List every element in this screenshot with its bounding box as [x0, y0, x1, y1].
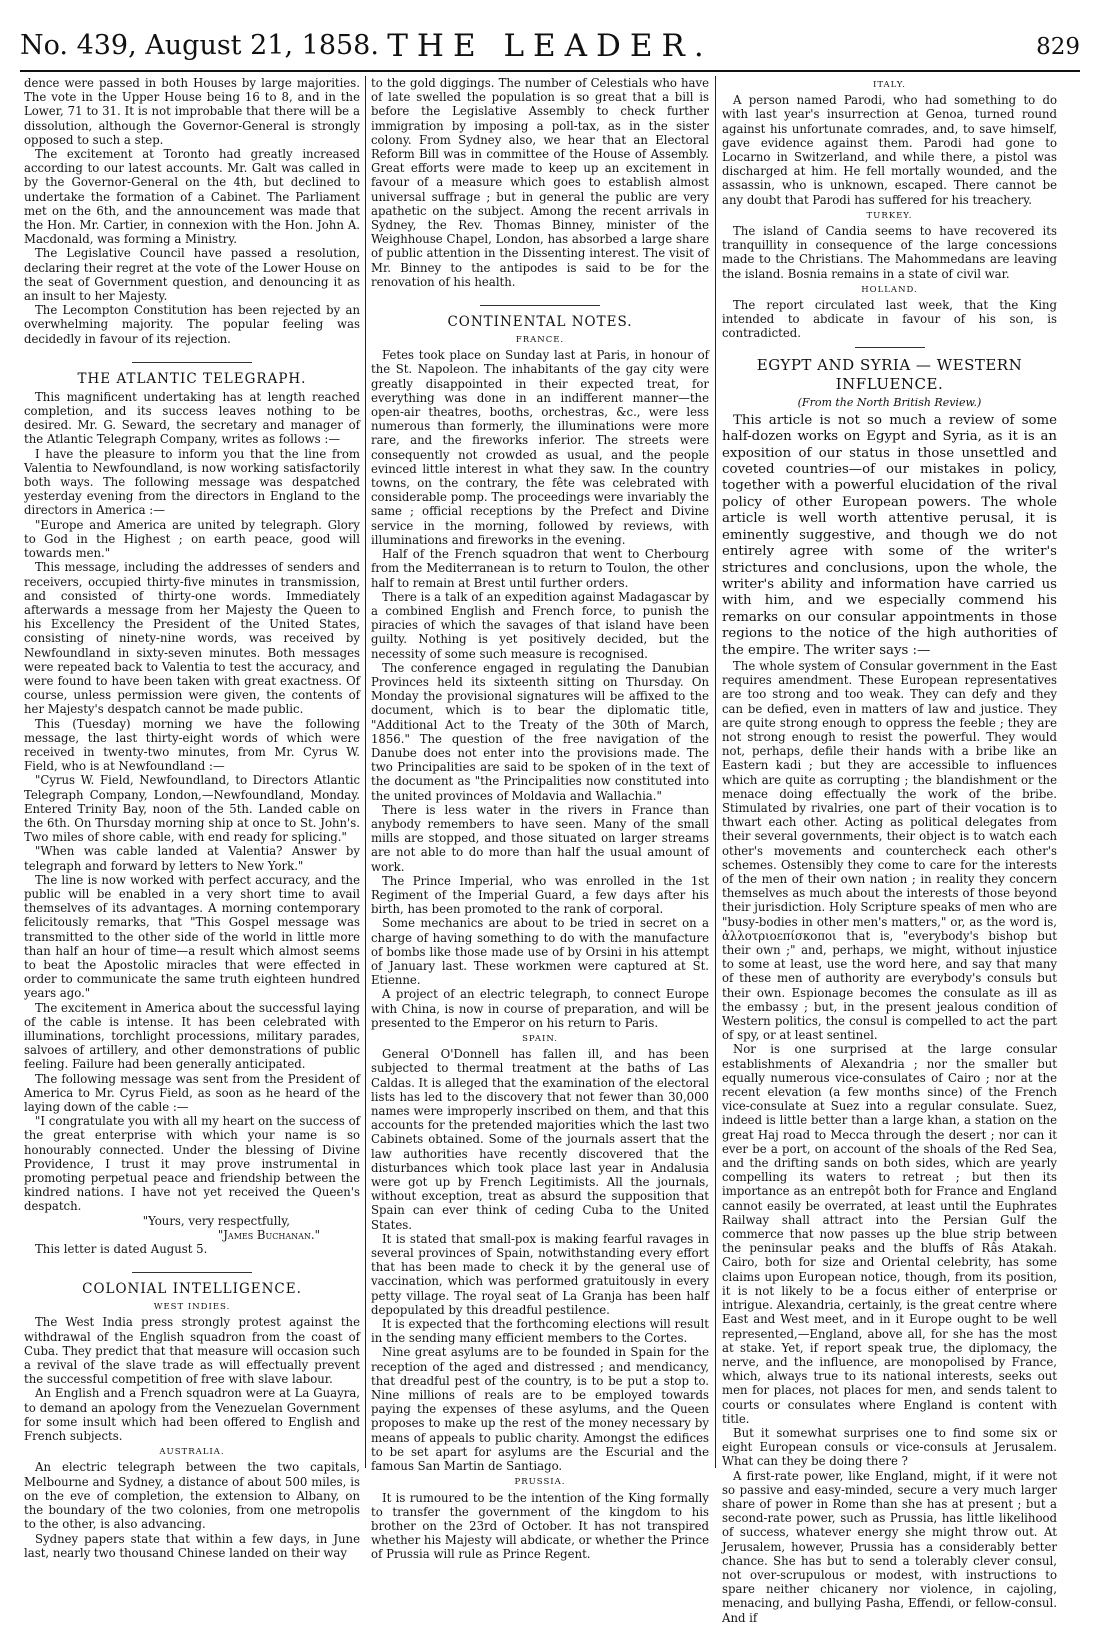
subheading: SPAIN.: [522, 1034, 558, 1044]
paragraph: The West India press strongly protest against the withdrawal of the English squadron from the coast of Cuba. They predict that that measure will occasion such a revival of the slave trade as will effectually prevent the successful competition of free with slave labour.: [24, 1315, 360, 1387]
section-heading: THE ATLANTIC TELEGRAPH.: [77, 370, 307, 387]
paragraph: "I congratulate you with all my heart on the success of the great enterprise with which your name is so honourably connected. Under the blessing of Divine Providence, I trust it may prove instrumental in promoting perpetual peace and friendship between the kindred nations. I have not yet received the Queen's despatch.: [24, 1114, 360, 1214]
paragraph: This letter is dated August 5.: [35, 1242, 208, 1257]
signature-name: "James Buchanan.": [217, 1227, 320, 1242]
page-number: 829: [1036, 34, 1080, 60]
column-rule: [715, 76, 716, 1468]
subheading: TURKEY.: [866, 210, 913, 221]
paragraph: Half of the French squadron that went to Cherbourg from the Mediterranean is to return to Toulon, the other half to remain at Brest until further orders.: [371, 547, 709, 590]
paragraph: "Europe and America are united by telegraph. Glory to God in the Highest ; on earth peace, good will towards men.": [24, 517, 360, 561]
paragraph: The report circulated last week, that the King intended to abdicate in favour of his son, is contradicted.: [722, 298, 1057, 341]
paragraph: The line is now worked with perfect accuracy, and the public will be enabled in a very short time to avail themselves of its advantages. A morning contemporary felicitously remarks, that "This Gospel message was transmitted to the other side of the world in little more than half an hour of time—a result which almost seems to beat the Apostolic miracles that were effected in order to communicate the same truth eighteen hundred years ago.": [24, 872, 360, 1001]
paragraph: General O'Donnell has fallen ill, and has been subjected to thermal treatment at the baths of Las Caldas. It is alleged that the examination of the electoral lists has led to the discovery that not fewer than 30,000 names were improperly inscribed on them, and that this accounts for the pretended majorities which the last two Cabinets obtained. Some of the journals assert that the law authorities have recently discovered that the disturbances which took place last year in Andalusia were got up by French Legitimists. All the journals, without exception, treat as absurd the supposition that Spain can ever think of ceding Cuba to the United States.: [371, 1047, 710, 1232]
paragraph: An English and a French squadron were at La Guayra, to demand an apology from the Venezuelan Government for some insult which had been offered to English and French subjects.: [24, 1386, 360, 1444]
paragraph: This article is not so much a review of some half-dozen works on Egypt and Syria, as it is an exposition of our status in those unsettled and coveted countries—of our mistakes in policy, together with a powerful elucidation of the rival policy of other European powers. The whole article is well worth attentive perusal, it is eminently suggestive, and though we do not entirely agree with some of the writer's strictures and conclusions, upon the whole, the writer's ability and information have carried us with him, and we especially commend his remarks on our consular appointments in those regions to the notice of the high authorities of the empire. The writer says :—: [722, 412, 1057, 658]
subheading: ITALY.: [872, 80, 907, 90]
paragraph: It is stated that small-pox is making fearful ravages in several provinces of Spain, notwithstanding every effort that has been made to check it by the general use of vaccination, which was performed gratuitously in every petty village. The royal seat of La Granja has been half depopulated by this dreadful pestilence.: [371, 1231, 709, 1317]
paragraph: The Legislative Council have passed a resolution, declaring their regret at the vote of the Lower House on the seat of Government question, and denouncing it as an insult to her Majesty.: [24, 246, 360, 304]
paragraph: The island of Candia seems to have recovered its tranquillity in consequence of the large concessions made to the Christians. The Mahommedans are leaving the island. Bosnia remains in a state of civil war.: [722, 224, 1057, 281]
paragraph: to the gold diggings. The number of Celestials who have of late swelled the population is so great that a bill is before the Legislative Assembly to check further immigration by imposing a poll-tax, as in the sister colony. From Sydney also, we hear that an Electoral Reform Bill was in committee of the House of Assembly. Great efforts were made to keep up an excitement in favour of a measure which goes to establish almost universal suffrage ; but in general the public are very apathetic on the subject. Among the recent arrivals in Sydney, the Rev. Thomas Binney, minister of the Weighhouse Chapel, London, has absorbed a large share of public attention in the Dissenting interest. The visit of Mr. Binney to the antipodes is said to be for the renovation of his health.: [371, 76, 709, 289]
signature-closing: "Yours, very respectfully,: [142, 1213, 290, 1228]
section-heading: CONTINENTAL NOTES.: [447, 314, 633, 331]
paragraph: An electric telegraph between the two capitals, Melbourne and Sydney, a distance of about 500 miles, is on the eve of completion, the extension to Albany, on the boundary of the two colonies, from one metropolis to the other, is also advancing.: [24, 1460, 360, 1532]
section-divider: [132, 1272, 252, 1273]
section-heading: COLONIAL INTELLIGENCE.: [82, 1281, 302, 1298]
page-header: [20, 28, 1080, 70]
paragraph: There is a talk of an expedition against Madagascar by a combined English and French force, to punish the piracies of which the savages of that island have been guilty. Nothing is yet positively decided, but the necessity of some such measure is recognised.: [371, 589, 709, 661]
paragraph: Sydney papers state that within a few days, in June last, nearly two thousand Chinese landed on their way: [24, 1531, 360, 1560]
paragraph: But it somewhat surprises one to find some six or eight European consuls or vice-consuls at Jerusalem. What can they be doing there ?: [722, 1425, 1057, 1469]
paragraph: I have the pleasure to inform you that the line from Valentia to Newfoundland, is now working satisfactorily both ways. The following message was despatched yesterday evening from the directors in England to the directors in America :—: [24, 446, 360, 518]
publication-title: THE LEADER.: [387, 28, 713, 64]
header-rule: [20, 70, 1080, 72]
paragraph: A person named Parodi, who had something to do with last year's insurrection at Genoa, turned round against his unfortunate comrades, and, to save himself, gave evidence against them. Parodi had gone to Locarno in Switzerland, and while there, a pistol was discharged at him. He fell mortally wounded, and the assassin, who is unknown, escaped. There cannot be any doubt that Parodi has suffered for his treachery.: [722, 93, 1057, 207]
paragraph: Fetes took place on Sunday last at Paris, in honour of the St. Napoleon. The inhabitants of the gay city were greatly disappointed in their expected treat, for everything was done in an indifferent manner—the open-air theatres, booths, orchestras, &c., were less numerous than formerly, the illuminations were more rare, and the fireworks inferior. The streets were consequently not crowded as usual, and the people evinced little interest in what they saw. In the country towns, on the contrary, the fête was celebrated with considerable pomp. The proceedings were invariably the same ; official receptions by the Prefect and Divine service in the morning, followed by reviews, with illuminations and fireworks in the evening.: [371, 348, 709, 547]
paragraph: It is expected that the forthcoming elections will result in the sending many efficient members to the Cortes.: [371, 1317, 709, 1346]
column-1: [24, 76, 360, 1560]
section-divider: [480, 305, 600, 306]
paragraph: The excitement at Toronto had greatly increased according to our latest accounts. Mr. Galt was called in by the Governor-General on the 4th, but declined to undertake the formation of a Cabinet. The Parliament met on the 6th, and the announcement was made that the Hon. Mr. Cartier, in connexion with the Hon. John A. Macdonald, was forming a Ministry.: [24, 147, 360, 247]
paragraph: There is less water in the rivers in France than anybody remembers to have seen. Many of the small mills are stopped, and those situated on larger streams are not able to do more than half the usual amount of work.: [371, 802, 709, 874]
paragraph: "When was cable landed at Valentia? Answer by telegraph and forward by letters to New York.": [24, 844, 360, 873]
paragraph: A first-rate power, like England, might, if it were not so passive and easy-minded, secure a very much larger share of power in Rome than she has at present ; but a second-rate power, such as Prussia, has little likelihood of success, whatever energy she might throw out. At Jerusalem, however, Prussia has a considerably better chance. She has but to send a tolerably clever consul, not over-scrupulous or modest, with instructions to spare neither chicanery nor violence, in cajoling, menacing, and bullying Pasha, Effendi, or fellow-consul. And if: [722, 1468, 1057, 1625]
paragraph: The whole system of Consular government in the East requires amendment. These European representatives are too strong and too weak. They can defy and they can be defied, even in matters of law and justice. They are quite strong enough to oppress the feeble ; they are not strong enough to resist the powerful. They would not, perhaps, defile their hands with a bribe like an Eastern kadi ; but they are accessible to influences which are quite as corrupting ; the blandishment or the menace doing effectually the work of the bribe. Stimulated by rivalries, one part of their vocation is to thwart each other. Acting as political delegates from their several governments, their object is to watch each other's movements and countercheck each other's schemes. Ostensibly they come to care for the interests of the men of their own nation ; in reality they concern themselves as much about the interests of those beyond their jurisdiction. Holy Scripture speaks of men who are "busy-bodies in other men's matters," or, as the word is, ἀλλοτριοεπίσκοποι that is, "everybody's bishop but their own ;" and, perhaps, we might, without injustice to some at least, use the word here, and say that many of these men of authority are everybody's consuls but their own. Espionage becomes the consulate as ill as the embassy ; but, in the present jealous condition of Western politics, the consul is compelled to act the part of spy, or at least sentinel.: [722, 658, 1057, 1043]
column-3: [722, 76, 1057, 1625]
paragraph: The excitement in America about the successful laying of the cable is intense. It has been celebrated with illuminations, torchlight processions, military parades, salvoes of artillery, and other demonstrations of public feeling. Failure had been generally anticipated.: [24, 1000, 360, 1072]
subheading: AUSTRALIA.: [159, 1447, 225, 1458]
paragraph: A project of an electric telegraph, to connect Europe with China, is now in course of preparation, and will be presented to the Emperor on his return to Paris.: [371, 987, 709, 1030]
subheading: PRUSSIA.: [514, 1477, 566, 1488]
subheading: FRANCE.: [515, 335, 565, 346]
paragraph: "Cyrus W. Field, Newfoundland, to Directors Atlantic Telegraph Company, London,—Newfoundland, Monday. Entered Trinity Bay, noon of the 5th. Landed cable on the 6th. On Thursday morning ship at once to St. John's. Two miles of shore cable, with end ready for splicing.": [24, 773, 360, 845]
section-heading: EGYPT AND SYRIA — WESTERN INFLUENCE.: [756, 355, 1023, 393]
issue-date: No. 439, August 21, 1858.: [20, 30, 379, 61]
paragraph: The Lecompton Constitution has been rejected by an overwhelming majority. The popular feeling was decidedly in favour of its rejection.: [24, 303, 360, 346]
paragraph: It is rumoured to be the intention of the King formally to transfer the government of the kingdom to his brother on the 23rd of October. It has not transpired whether his Majesty will abdicate, or whether the Prince of Prussia will rule as Prince Regent.: [371, 1490, 709, 1562]
paragraph: Nine great asylums are to be founded in Spain for the reception of the aged and distressed ; and mendicancy, that dreadful pest of the country, is to be put a stop to. Nine millions of reals are to be employed towards paying the expenses of these asylums, and the Queen proposes to make up the rest of the money necessary by means of appeals to public charity. Amongst the edifices to be set apart for asylums are the Escurial and the famous San Martin de Santiago.: [371, 1345, 709, 1474]
paragraph: Nor is one surprised at the large consular establishments of Alexandria ; nor the smaller but equally numerous vice-consulates of Cairo ; nor at the recent elevation (a few months since) of the French vice-consulate at Suez into a regular consulate. Suez, indeed is little better than a large khan, a station on the great Haj road to Mecca through the desert ; nor can it ever be a port, on account of the shoals of the Red Sea, and the drifting sands on both sides, which are yearly compelling its waters to retreat ; but then its importance as an entrepôt both for France and England cannot easily be overrated, at least until the Euphrates Railway shall attract into the Persian Gulf the commerce that now passes up the blue strip between the peninsular peaks and the bluffs of Râs Atakah. Cairo, both for size and Oriental celebrity, has some claims upon European notice, though, from its position, it is not likely to be a focus either of enterprise or intrigue. Alexandria, certainly, is the great centre where East and West meet, and in it Europe ought to be well represented,—England, above all, for she has the most at stake. Yet, if report speak true, the diplomacy, the nerve, and the influence, are monopolised by France, which, always true to its national interests, seeks out men for places, not places for men, and sends talent to courts or consulates where England is content with title.: [722, 1042, 1057, 1426]
column-2: [371, 76, 710, 1562]
section-divider: [855, 347, 925, 348]
paragraph: The Prince Imperial, who was enrolled in the 1st Regiment of the Imperial Guard, a few days after his birth, has been promoted to the rank of corporal.: [371, 873, 709, 917]
article-source: (From the North British Review.): [797, 395, 982, 409]
paragraph: The following message was sent from the President of America to Mr. Cyrus Field, as soon as he heard of the laying down of the cable :—: [24, 1071, 360, 1115]
column-rule: [365, 76, 366, 1468]
paragraph: This message, including the addresses of senders and receivers, occupied thirty-five minutes in transmission, and consisted of thirty-one words. Immediately afterwards a message from her Majesty the Queen to his Excellency the President of the United States, consisting of ninety-nine words, was received by Newfoundland in sixty-seven minutes. Both messages were repeated back to Valentia to test the accuracy, and were found to have been taken with great exactness. Of course, unless permission were given, the contents of her Majesty's despatch cannot be made public.: [24, 560, 360, 717]
paragraph: The conference engaged in regulating the Danubian Provinces held its sixteenth sitting on Thursday. On Monday the provisional signatures will be affixed to the document, which is to bear the diplomatic title, "Additional Act to the Treaty of the 30th of March, 1856." The question of the free navigation of the Danube does not enter into the provisions made. The two Principalities are said to be spoken of in the text of the document as "the Principalities now constituted into the united provinces of Moldavia and Wallachia.": [371, 660, 709, 803]
subheading: WEST INDIES.: [153, 1302, 231, 1313]
subheading: HOLLAND.: [861, 284, 918, 295]
paragraph: dence were passed in both Houses by large majorities. The vote in the Upper House being 16 to 8, and in the Lower, 71 to 31. It is not improbable that there will be a dissolution, although the Governor-General is strongly opposed to such a step.: [24, 76, 360, 147]
paragraph: This magnificent undertaking has at length reached completion, and its success leaves nothing to be desired. Mr. G. Seward, the secretary and manager of the Atlantic Telegraph Company, writes as follows :—: [24, 389, 360, 447]
paragraph: This (Tuesday) morning we have the following message, the last thirty-eight words of which were received in twenty-two minutes, from Mr. Cyrus W. Field, who is at Newfoundland :—: [24, 716, 360, 774]
section-divider: [132, 362, 252, 363]
paragraph: Some mechanics are about to be tried in secret on a charge of having something to do with the manufacture of bombs like those made use of by Orsini in his attempt of January last. These workmen were captured at St. Etienne.: [371, 916, 709, 988]
